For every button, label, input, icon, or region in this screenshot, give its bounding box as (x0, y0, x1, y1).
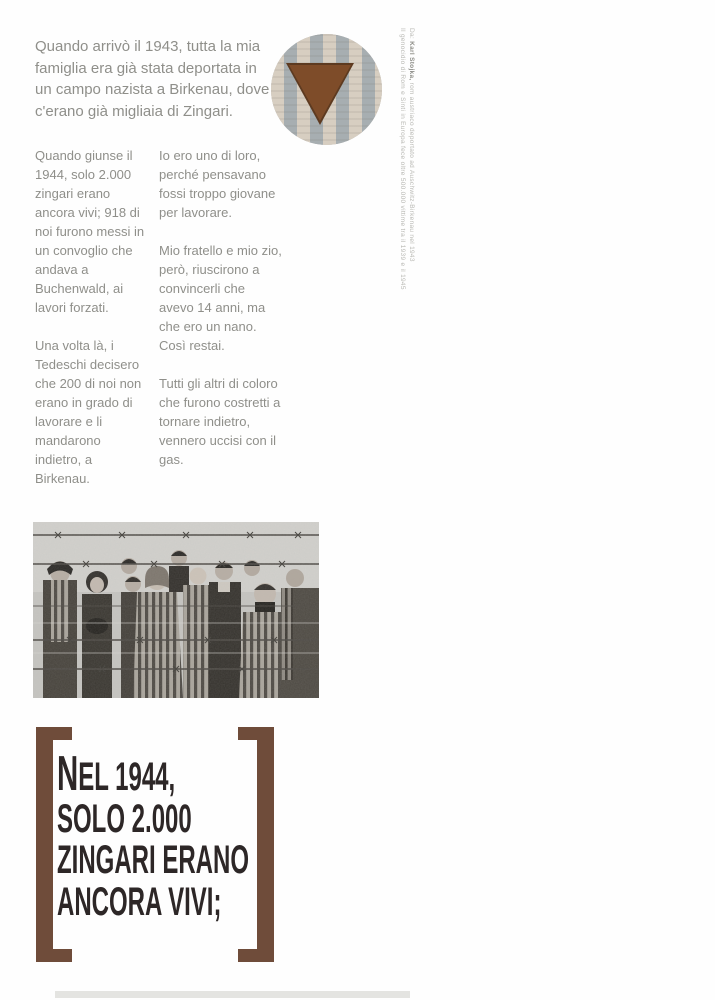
intro-paragraph: Quando arrivò il 1943, tutta la mia famiglia era già stata deportata in un campo nazista a Birkenau, dove c'erano già migliaia di Zingari. (35, 38, 270, 120)
photo-credit-vertical (396, 28, 416, 314)
column-paragraph: Io ero uno di loro, perché pensavano fossi troppo giovane per lavorare. (159, 148, 276, 220)
credit-line-2: Il genocidio di Rom e Sinti in Europa fece oltre 500.000 vittime tra il 1939 e il 1945 (399, 28, 406, 290)
prisoner-badge (271, 34, 382, 145)
column-left (35, 146, 148, 507)
quote-line: ZINGARI ERANO (57, 838, 249, 882)
quote-line: SOLO 2.000 (57, 796, 192, 841)
quote-line: NEL 1944, (57, 747, 176, 801)
quote-line: ANCORA VIVI; (57, 879, 222, 924)
credit-name: Karl Stojka, (408, 41, 415, 81)
column-paragraph: Tutti gli altri di coloro che furono costretti a tornare indietro, vennero uccisi con il gas. (159, 376, 281, 467)
credit-line-1: Da: Karl Stojka, rom austriaco deportato ad Auschwitz-Birkenau nel 1943 (408, 28, 415, 262)
inverted-triangle-icon (289, 65, 351, 121)
column-paragraph: Una volta là, i Tedeschi decisero che 200 di noi non erano in grado di lavorare e li mandarono indietro, a Birkenau. (35, 338, 142, 486)
column-paragraph: Mio fratello e mio zio, però, riuscirono a convincerli che avevo 14 anni, ma che ero un nano. Così restai. (159, 243, 282, 353)
camp-photo-graphic (33, 522, 319, 698)
camp-photo (33, 522, 319, 698)
column-right (159, 146, 283, 507)
page-edge-strip (55, 991, 410, 998)
testimony-columns (35, 146, 283, 507)
column-paragraph: Quando giunse il 1944, solo 2.000 zingari erano ancora vivi; 918 di noi furono messi in un convoglio che andava a Buchenwald, ai lavori forzati. (35, 148, 145, 315)
pull-quote-text (57, 747, 249, 924)
